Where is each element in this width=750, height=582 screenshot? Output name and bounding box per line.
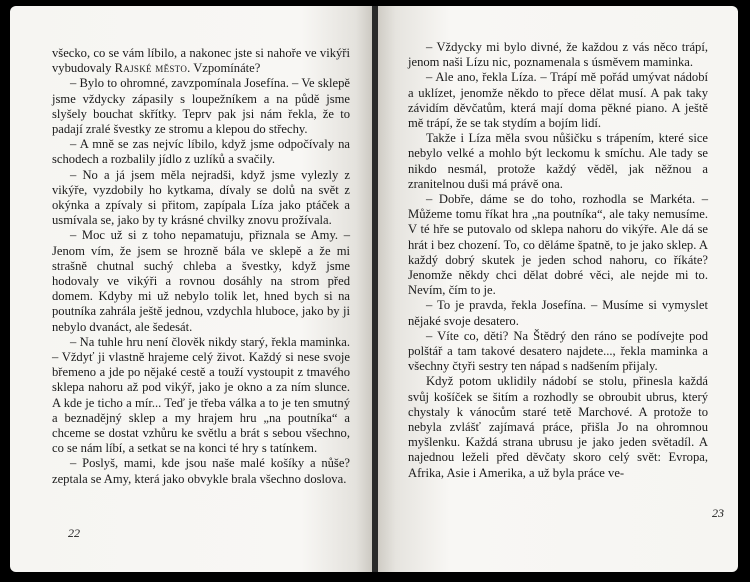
paragraph: – Vždycky mi bylo divné, že každou z vás něco trápí, jenom naši Lízu nic, poznamenala s úsměvem maminka. [408, 40, 708, 70]
page-number: 22 [68, 526, 80, 540]
paragraph: – Ale ano, řekla Líza. – Trápí mě pořád umývat nádobí a uklízet, jenomže někdo to přece dělat musí. A pak taky závidím děvčatům, která mají doma pěkné piano. A ještě mě trápí, že se tak stydím a bojím lidí. [408, 70, 708, 131]
right-page-text [408, 40, 708, 481]
left-page [10, 6, 374, 572]
paragraph: – Dobře, dáme se do toho, rozhodla se Markéta. – Můžeme tomu říkat hra „na poutníka“, ale taky nemusíme. V té hře se putovalo od sklepa nahoru do vikýře. Ale dá se hrát i bez chození. To, co děláme špatně, to je jako sklep. A každý dobrý skutek je jeden schod nahoru, co říkáte? Jenomže někdy chci dělat dobré věci, ale nejde mi to. Nevím, čím to je. [408, 192, 708, 298]
paragraph: – Poslyš, mami, kde jsou naše malé košíky a nůše? zeptala se Amy, která jako obvykle brala všechno doslova. [52, 456, 350, 486]
paragraph-text: všecko, co se vám líbilo, a nakonec jste si nahoře ve vikýři vybudovaly [52, 46, 350, 76]
paragraph: – No a já jsem měla nejradši, když jsme vylezly z vikýře, vyzdobily ho kytkama, dívaly se dolů na svět z okýnka a zpívaly si přitom, zapípala Líza jako ptáček a usmívala se, jako by ty krásné chvilky znovu prožívala. [52, 167, 350, 228]
book-spread [10, 6, 738, 572]
paragraph: – To je pravda, řekla Josefína. – Musíme si vymyslet nějaké svoje desatero. [408, 298, 708, 328]
left-page-text [52, 46, 350, 487]
emphasized-text: Rajské město [114, 61, 188, 76]
page-number: 23 [712, 506, 724, 520]
paragraph: Když potom uklidily nádobí se stolu, přinesla každá svůj košíček se šitím a rozhodly se obroubit ubrus, který chystaly k vánocům staré tetě Marchové. A protože to nebyla zvlášť zajímavá práce, přišla Jo na ohromnou myšlenku. Každá strana ubrusu je jako jeden světadíl. A najednou leželi před děvčaty skoro celý svět: Evropa, Afrika, Asie i Amerika, a už byla práce ve- [408, 374, 708, 480]
paragraph-text: . Vzpomínáte? [187, 61, 261, 76]
paragraph: – Víte co, děti? Na Štědrý den ráno se podívejte pod polštář a tam takové desatero najdete..., řekla maminka a všechny čtyři sestry ten nápad s nadšením přijaly. [408, 328, 708, 374]
paragraph: – Moc už si z toho nepamatuju, přiznala se Amy. – Jenom vím, že jsem se hrozně bála ve sklepě a že mi strašně chutnal suchý chleba a švestky, když jsme hodovaly ve vikýři a rovnou dosáhly na strom před domem. Kdyby mi už nebylo tolik let, hned bych si na poutníka zahrála ještě jednou, vzdychla hluboce, jako by ji nebylo dvanáct, ale šedesát. [52, 228, 350, 334]
paragraph: – Na tuhle hru není člověk nikdy starý, řekla maminka. – Vždyť ji vlastně hrajeme celý život. Každý si nese svoje břemeno a jde po nějaké cestě a touží vystoupit z tmavého sklepa nahoru až pod vikýř, jako je okno a za ním slunce. A kde je ticho a mír... Teď je třeba válka a to je ten smutný a beznadějný sklep a my hrajem hru „na poutníka“ a chceme se dostat vzhůru ke světlu a brát s sebou všechno, co se nám líbí, a setkat se na konci té hry s tatínkem. [52, 334, 350, 456]
paragraph: – A mně se zas nejvíc líbilo, když jsme odpočívaly na schodech a rozbalily jídlo z uzlíků a svačily. [52, 137, 350, 167]
paragraph [52, 46, 350, 76]
paragraph: – Bylo to ohromné, zavzpomínala Josefína. – Ve sklepě jsme vždycky zápasily s loupežníkem a na půdě jsme slyšely bouchat skřítky. Teprv pak jsi nám řekla, že to padají zralé švestky ze stromu a klepou do střechy. [52, 76, 350, 137]
right-page [378, 6, 738, 572]
paragraph: Takže i Líza měla svou nůšičku s trápením, které sice nebylo velké a mohlo být leckomu k smíchu. Ale tady se nikdo nesmál, protože každý věděl, jak něžnou a zranitelnou duši má právě ona. [408, 131, 708, 191]
